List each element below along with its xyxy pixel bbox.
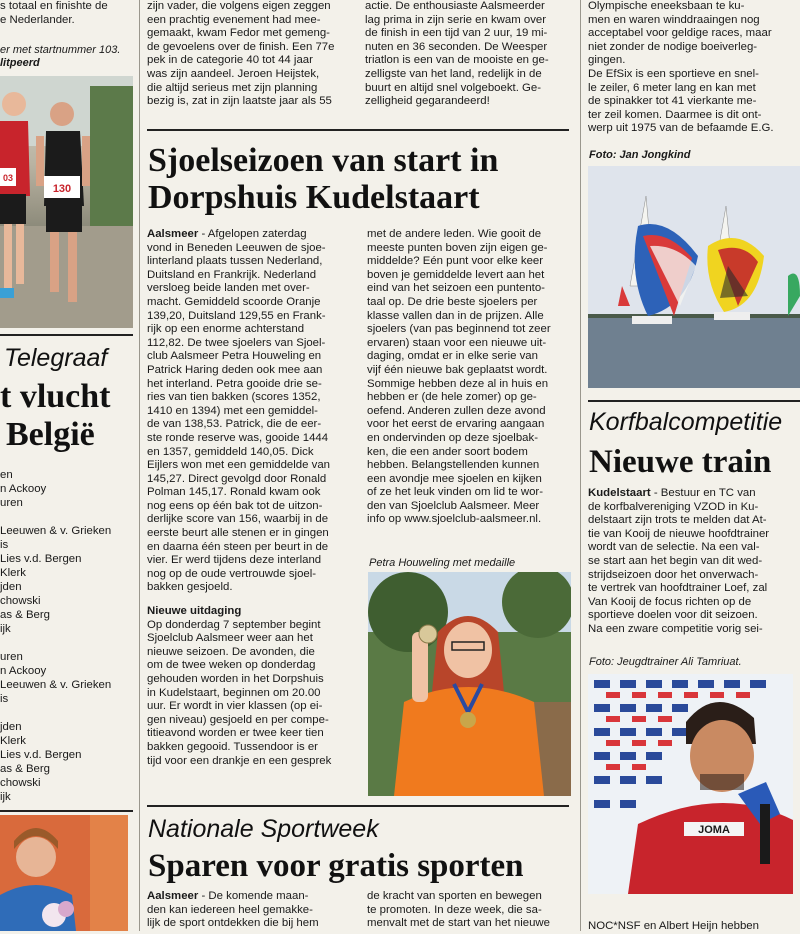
text-line: buurt en altijd snel volgeboekt. Ge- <box>365 81 542 94</box>
text-line: Olympische eneeksbaan te ku- <box>588 0 745 12</box>
shirt-brand-text: JOMA <box>698 824 730 836</box>
text-line: versloeg beide landen met over- <box>147 282 310 295</box>
woman-photo <box>0 815 128 931</box>
headline-line: Sjoelseizoen van start in <box>148 142 499 179</box>
text-line: en 1357, gemiddeld 140,05. Dick <box>147 445 314 458</box>
section-kicker: Korfbalcompetitie <box>589 408 783 436</box>
text-line: triatlon is een van de mooiste en ge- <box>365 54 549 67</box>
text-line: was zijn aandeel. Jeroen Heijstek, <box>147 67 320 80</box>
list-item: n Ackooy <box>0 483 47 495</box>
headline-line: Dorpshuis Kudelstaart <box>148 179 480 216</box>
text-line: een avondje mee sjoelen en kijken <box>367 472 542 485</box>
text-line: Duitsland en Frankrijk. Nederland <box>147 268 317 281</box>
divider <box>0 810 133 812</box>
text-line: linterland plaats tussen Nederland, <box>147 255 323 268</box>
sailboats-illustration <box>588 166 800 388</box>
dateline: Aalsmeer <box>147 890 199 902</box>
text-line: nieuwe seizoen. De avonden, die <box>147 645 315 658</box>
text-line: club Aalsmeer Petra Houweling en <box>147 350 322 363</box>
list-item: uren <box>0 651 23 663</box>
text-line: gingen. <box>588 54 626 67</box>
photo-caption: Petra Houweling met medaille <box>369 557 516 569</box>
text-line: 145,27. Direct gevolgd door Ronald <box>147 472 327 485</box>
trainer-photo <box>588 674 793 894</box>
petra-photo <box>368 572 571 796</box>
list-item: chowski <box>0 595 41 607</box>
list-item: ijk <box>0 623 11 635</box>
list-item: as & Berg <box>0 609 51 621</box>
column-separator <box>580 0 581 931</box>
text-line: taal op. De drie beste sjoelers per <box>367 295 538 308</box>
text-line: voor het eerst de ervaring aangaan <box>367 418 545 431</box>
list-item: uren <box>0 497 23 509</box>
bib-number: 03 <box>2 173 14 183</box>
left-headline <box>0 378 111 454</box>
text-line: tie van Kooij de nieuwe hoofdtrainer <box>588 527 770 540</box>
text-line: de gevoelens over de finish. Een 77e <box>147 40 335 53</box>
sjoel-headline <box>148 142 498 216</box>
runners-photo <box>0 76 133 328</box>
triatlon-article-continued <box>365 0 568 109</box>
left-caption <box>0 44 135 70</box>
text-line: vijf één nieuwe bak geplaatst wordt. <box>367 363 548 376</box>
sportweek-headline: Sparen voor gratis sporten <box>148 848 524 884</box>
text-line: s totaal en finishte de <box>0 0 108 12</box>
text-line: acceptabel voor geldige races, maar <box>588 27 772 40</box>
text-line: macht. Gemiddeld scoorde Oranje <box>147 295 321 308</box>
text-line: titieavond worden er twee keer tien <box>147 727 324 740</box>
korfbal-article <box>588 487 792 637</box>
sailing-article-continued <box>588 0 792 136</box>
list-item: Klerk <box>0 567 26 579</box>
text-line: hebben. Belangstellenden kunnen <box>367 459 540 472</box>
text-line: ste ronde reserve was, gooide 1444 <box>147 431 329 444</box>
photo-caption: Foto: Jan Jongkind <box>589 149 691 161</box>
text-line: en ondervinden op deze sjoelbak- <box>367 431 538 444</box>
list-item: Klerk <box>0 735 26 747</box>
list-spacer <box>0 706 135 720</box>
text-line: zelligste van het land, redelijk in de <box>365 67 542 80</box>
list-item: jden <box>0 721 22 733</box>
sportweek-column-1 <box>147 890 354 931</box>
photo-caption: Foto: Jeugdtrainer Ali Tamriuat. <box>589 656 742 668</box>
text-line: actie. De enthousiaste Aalsmeerder <box>365 0 545 12</box>
column-separator <box>139 0 140 931</box>
text-line: te promoten. In deze week, die sa- <box>367 903 542 916</box>
runners-illustration <box>0 76 133 328</box>
text-line: zelligheid gegarandeerd! <box>365 95 490 108</box>
text-line: men en waren winddraaingen nog <box>588 13 760 26</box>
text-line: ries van tien bakken (scores 1352, <box>147 391 321 404</box>
text-line: hebben er (de hele zomer) op ge- <box>367 391 537 404</box>
text-line: lijk de sport ontdekken die bij hem <box>147 917 319 930</box>
text-line: zijn vader, die volgens eigen zeggen <box>147 0 331 12</box>
text-line: eerste beurt alle stenen er in gingen <box>147 527 329 540</box>
text-line: tijd voor een drankje en een gesprek <box>147 754 332 767</box>
text-line: met de andere leden. Wie gooit de <box>367 228 542 240</box>
sailing-photo <box>588 166 800 388</box>
text-line: oefend. Anderen zullen deze avond <box>367 404 546 417</box>
divider <box>0 334 133 336</box>
text-line: den van Sjoelclub Aalsmeer. Meer <box>367 499 540 512</box>
text-line: derlijke score van 156, waarbij in de <box>147 513 329 526</box>
sjoel-column-2 <box>367 228 570 527</box>
text-line: NOC*NSF en Albert Heijn hebben <box>588 920 759 932</box>
text-line: - De komende maan- <box>198 890 309 902</box>
text-line: niet zonder de nodige boeiverleg- <box>588 40 758 53</box>
text-line: Van Kooij de focus richten op de <box>588 595 752 608</box>
headline-line: t vlucht <box>0 378 111 415</box>
text-line: Op donderdag 7 september begint <box>147 618 321 631</box>
petra-illustration <box>368 572 571 796</box>
text-line: en daarna één steen per beurt in de <box>147 540 329 553</box>
list-spacer <box>0 636 135 650</box>
text-line: werp uit 1975 van de befaamde E.G. <box>588 122 774 135</box>
text-line: info op www.sjoelclub-aalsmeer.nl. <box>367 513 542 526</box>
text-line: nog op de oude vertrouwde sjoel- <box>147 567 317 580</box>
text-line: Sommige hebben deze al in huis en <box>367 377 549 390</box>
list-item: as & Berg <box>0 763 51 775</box>
divider <box>147 129 569 131</box>
text-line: gen niveau) gesjoeld en per compe- <box>147 713 329 726</box>
text-line: of ze het leuk vinden om lid te wor- <box>367 486 544 499</box>
text-line: in Kudelstaart, beginnen om 20.00 <box>147 686 321 699</box>
left-top-text <box>0 0 135 27</box>
text-line: het interland. Petra gooide drie se- <box>147 377 322 390</box>
text-line: gemaakt, kwam Fedor met gemeng- <box>147 27 330 40</box>
text-line: wordt van de selectie. Na een val- <box>588 541 760 554</box>
text-line: - Afgelopen zaterdag <box>198 228 307 240</box>
text-line: pek in de categorie 40 tot 44 jaar <box>147 54 313 67</box>
list-item: Lies v.d. Bergen <box>0 553 82 565</box>
text-line: vond in Beneden Leeuwen de sjoe- <box>147 241 326 254</box>
text-line: te vertrek van hoofdtrainer Loef, zal <box>588 582 768 595</box>
list-item: is <box>0 539 9 551</box>
text-line: nuten en 36 seconden. De Weesper <box>365 40 548 53</box>
results-list <box>0 468 135 804</box>
text-line: se start aan het begin van dit wed- <box>588 554 763 567</box>
list-item: en <box>0 469 13 481</box>
text-line: de kracht van sporten en bewegen <box>367 890 542 902</box>
subheading: Nieuwe uitdaging <box>147 605 242 618</box>
text-line: rijk op een enorme achterstand <box>147 323 305 336</box>
woman-illustration <box>0 815 128 931</box>
text-line: meeste punten boven zijn eigen ge- <box>367 241 548 254</box>
bib-number: 130 <box>52 183 72 195</box>
sportweek-column-2 <box>367 890 570 931</box>
text-line: Sjoelclub Aalsmeer weer aan het <box>147 632 313 645</box>
text-line: sportieve doelen voor dit seizoen. <box>588 609 758 622</box>
text-line: 139,20, Duitsland 129,55 en Frank- <box>147 309 326 322</box>
dateline: Aalsmeer <box>147 228 199 240</box>
text-line: 112,82. De twee sjoelers van Sjoel- <box>147 336 326 349</box>
text-line: bakken gegooid. Tussendoor is er <box>147 740 318 753</box>
text-line: 1410 en 1394) met een gemiddel- <box>147 404 318 417</box>
sjoel-column-1 <box>147 228 354 768</box>
list-spacer <box>0 510 135 524</box>
text-line: Polman 145,17. Ronald kwam ook <box>147 486 321 499</box>
text-line: daging, omdat er in elke serie van <box>367 350 538 363</box>
caption-line: litpeerd <box>0 57 40 69</box>
caption-line: er met startnummer 103. <box>0 44 121 56</box>
fedor-article-continued <box>147 0 353 109</box>
text-line: den kan iedereen heel gemakke- <box>147 903 313 916</box>
text-line: bezig is, zat in zijn laatste jaar als 55 <box>147 95 332 108</box>
text-line: le zeiler, 6 meter lang en kan met <box>588 81 756 94</box>
text-line: vier. Er werd tijdens deze interland <box>147 554 322 567</box>
list-item: chowski <box>0 777 41 789</box>
dateline: Kudelstaart <box>588 487 651 499</box>
text-line: ervaren) staan voor een nieuwe uit- <box>367 336 547 349</box>
korfbal-headline: Nieuwe train <box>589 444 772 480</box>
text-line: strijdseizoen door het onverwach- <box>588 568 759 581</box>
text-line: de korfbalvereniging VZOD in Ku- <box>588 500 759 513</box>
text-line: eind van het seizoen een puntento- <box>367 282 545 295</box>
text-line: lag prima in zijn serie en kwam over <box>365 13 547 26</box>
list-item: jden <box>0 581 22 593</box>
list-item: is <box>0 693 9 705</box>
headline-line: België <box>6 416 95 453</box>
text-line: de van 138,53. Patrick, die de eer- <box>147 418 322 431</box>
trainer-illustration <box>588 674 793 894</box>
text-line: middelde? Eén punt voor elke keer <box>367 255 544 268</box>
divider <box>147 805 569 807</box>
list-item: n Ackooy <box>0 665 47 677</box>
text-line: e Nederlander. <box>0 13 75 26</box>
text-line: Eijlers won met een gemiddelde van <box>147 459 330 472</box>
text-line: Na een zware competitie vorig sei- <box>588 622 763 635</box>
text-line: De EfSix is een sportieve en snel- <box>588 67 759 80</box>
list-item: Leeuwen & v. Grieken <box>0 525 112 537</box>
text-line: menvalt met de start van het nieuwe <box>367 917 550 930</box>
text-line: ken, die een ander soort bodem <box>367 445 528 458</box>
text-line: die altijd serieus met zijn planning <box>147 81 318 94</box>
text-line: boven je gemiddelde levert aan het <box>367 268 545 281</box>
text-line: om de twee weken op donderdag <box>147 659 316 672</box>
text-line: een prachtig evenement had mee- <box>147 13 321 26</box>
section-kicker: Telegraaf <box>4 344 108 372</box>
text-line: - Bestuur en TC van <box>650 487 756 499</box>
list-item: Lies v.d. Bergen <box>0 749 82 761</box>
list-item: ijk <box>0 791 11 803</box>
text-line: gehouden worden in het Dorpshuis <box>147 673 324 685</box>
text-line: klasse vallen dan in de prijzen. Alle <box>367 309 544 322</box>
list-item: Leeuwen & v. Grieken <box>0 679 112 691</box>
section-kicker: Nationale Sportweek <box>148 815 379 843</box>
text-line: uur. Er wordt in vier klassen (op ei- <box>147 700 323 713</box>
text-line: delstaart zijn trots te melden dat At- <box>588 514 767 527</box>
text-line: ter zeil komen. Daarmee is dit ont- <box>588 108 762 121</box>
divider <box>588 400 800 402</box>
text-line: de finish in een tijd van 2 uur, 19 mi- <box>365 27 548 40</box>
text-line: bakken gesjoeld. <box>147 581 233 594</box>
text-line: nog eens op één bak tot de uitzon- <box>147 499 323 512</box>
text-line: de spinakker tot 41 vierkante me- <box>588 95 757 108</box>
text-line: sjoelers (van pas beginnend tot zeer <box>367 323 551 336</box>
text-line: Patrick Haring deden ook mee aan <box>147 363 323 376</box>
